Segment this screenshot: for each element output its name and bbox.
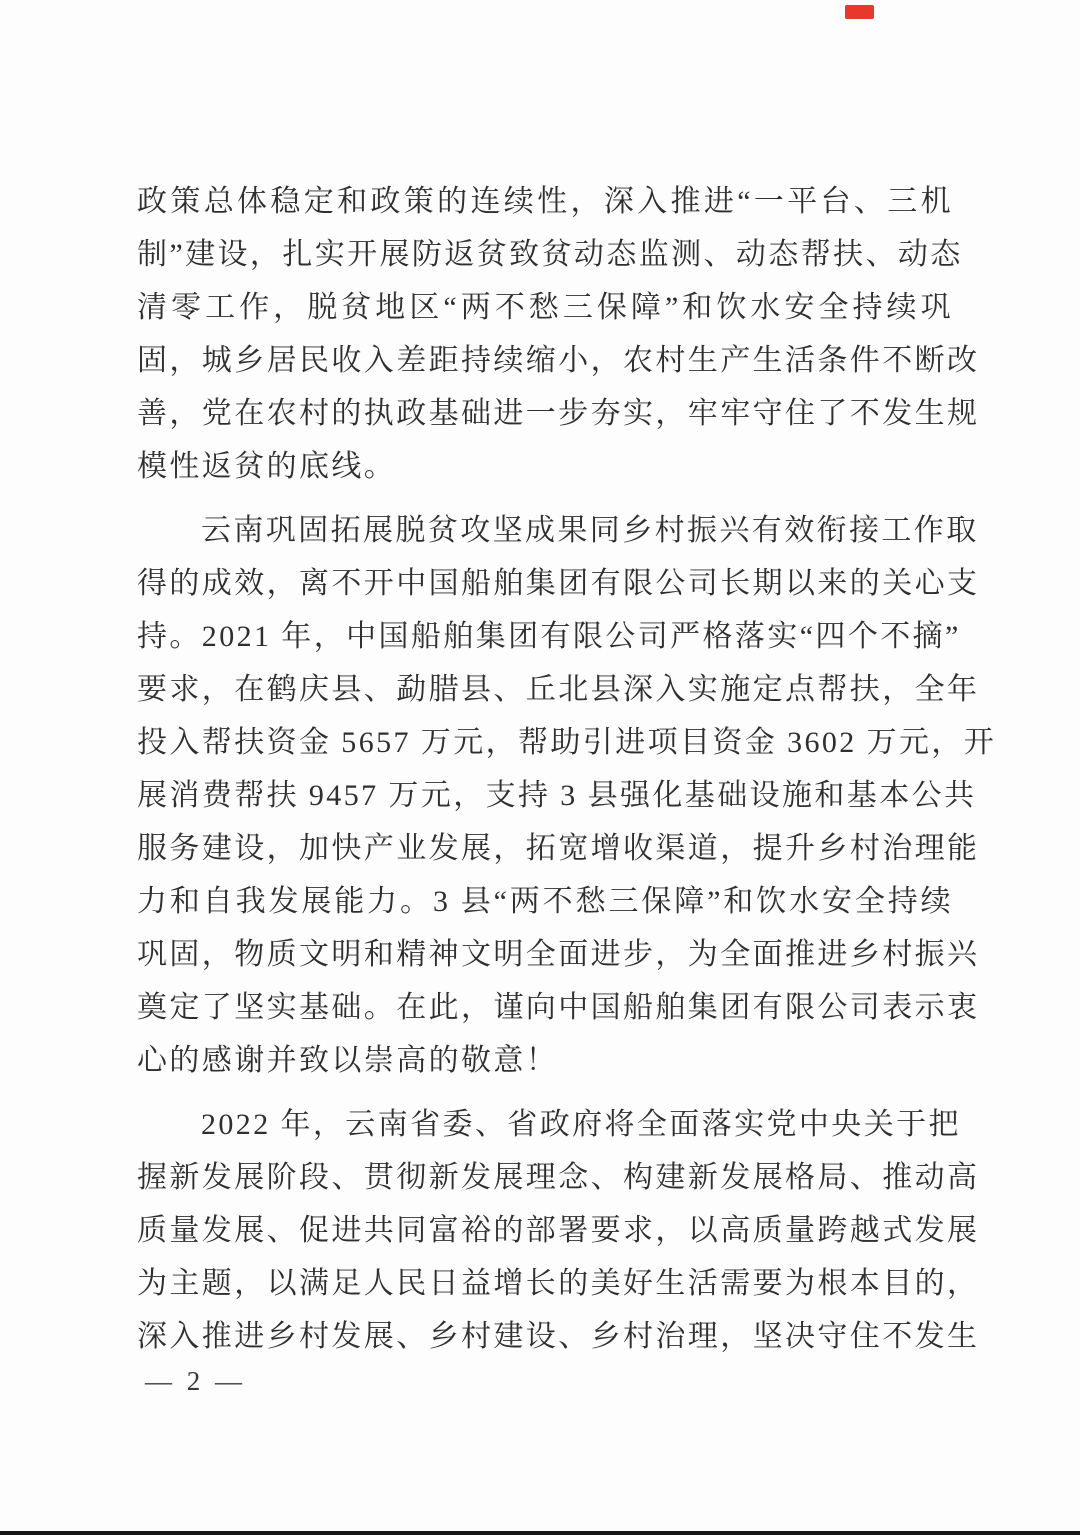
- text-line: 握新发展阶段、贯彻新发展理念、构建新发展格局、推动高: [137, 1161, 980, 1194]
- document-body-text: [137, 175, 997, 1363]
- text-line: 持。2021 年，中国船舶集团有限公司严格落实“四个不摘”: [137, 620, 961, 653]
- corner-red-mark: [845, 5, 874, 19]
- text-line: 为主题，以满足人民日益增长的美好生活需要为根本目的，: [137, 1267, 980, 1300]
- text-line: 质量发展、促进共同富裕的部署要求，以高质量跨越式发展: [137, 1214, 980, 1247]
- paragraph: [137, 504, 997, 1087]
- text-line: 奠定了坚实基础。在此，谨向中国船舶集团有限公司表示衷: [137, 991, 980, 1024]
- page-bottom-edge: [0, 1531, 1080, 1535]
- paragraph: [137, 1098, 980, 1363]
- text-line: 固，城乡居民收入差距持续缩小，农村生产生活条件不断改: [137, 344, 980, 377]
- text-line: 展消费帮扶 9457 万元，支持 3 县强化基础设施和基本公共: [137, 779, 977, 812]
- text-line: 善，党在农村的执政基础进一步夯实，牢牢守住了不发生规: [137, 397, 980, 430]
- text-line: 2022 年，云南省委、省政府将全面落实党中央关于把: [201, 1108, 961, 1141]
- text-line: 要求，在鹤庆县、勐腊县、丘北县深入实施定点帮扶，全年: [137, 673, 980, 706]
- text-line: 巩固，物质文明和精神文明全面进步，为全面推进乡村振兴: [137, 938, 980, 971]
- text-line: 力和自我发展能力。3 县“两不愁三保障”和饮水安全持续: [137, 885, 953, 918]
- text-line: 模性返贫的底线。: [137, 450, 397, 483]
- page-number: — 2 —: [145, 1366, 246, 1396]
- text-line: 得的成效，离不开中国船舶集团有限公司长期以来的关心支: [137, 567, 980, 600]
- text-line: 清零工作，脱贫地区“两不愁三保障”和饮水安全持续巩: [137, 291, 953, 324]
- text-line: 服务建设，加快产业发展，拓宽增收渠道，提升乡村治理能: [137, 832, 980, 865]
- text-line: 政策总体稳定和政策的连续性，深入推进“一平台、三机: [137, 185, 953, 218]
- text-line: 深入推进乡村发展、乡村建设、乡村治理，坚决守住不发生: [137, 1320, 980, 1353]
- text-line: 投入帮扶资金 5657 万元，帮助引进项目资金 3602 万元，开: [137, 726, 997, 759]
- text-line: 制”建设，扎实开展防返贫致贫动态监测、动态帮扶、动态: [137, 238, 963, 271]
- text-line: 心的感谢并致以崇高的敬意！: [137, 1044, 559, 1077]
- text-line: 云南巩固拓展脱贫攻坚成果同乡村振兴有效衔接工作取: [201, 514, 979, 547]
- paragraph: [137, 175, 980, 493]
